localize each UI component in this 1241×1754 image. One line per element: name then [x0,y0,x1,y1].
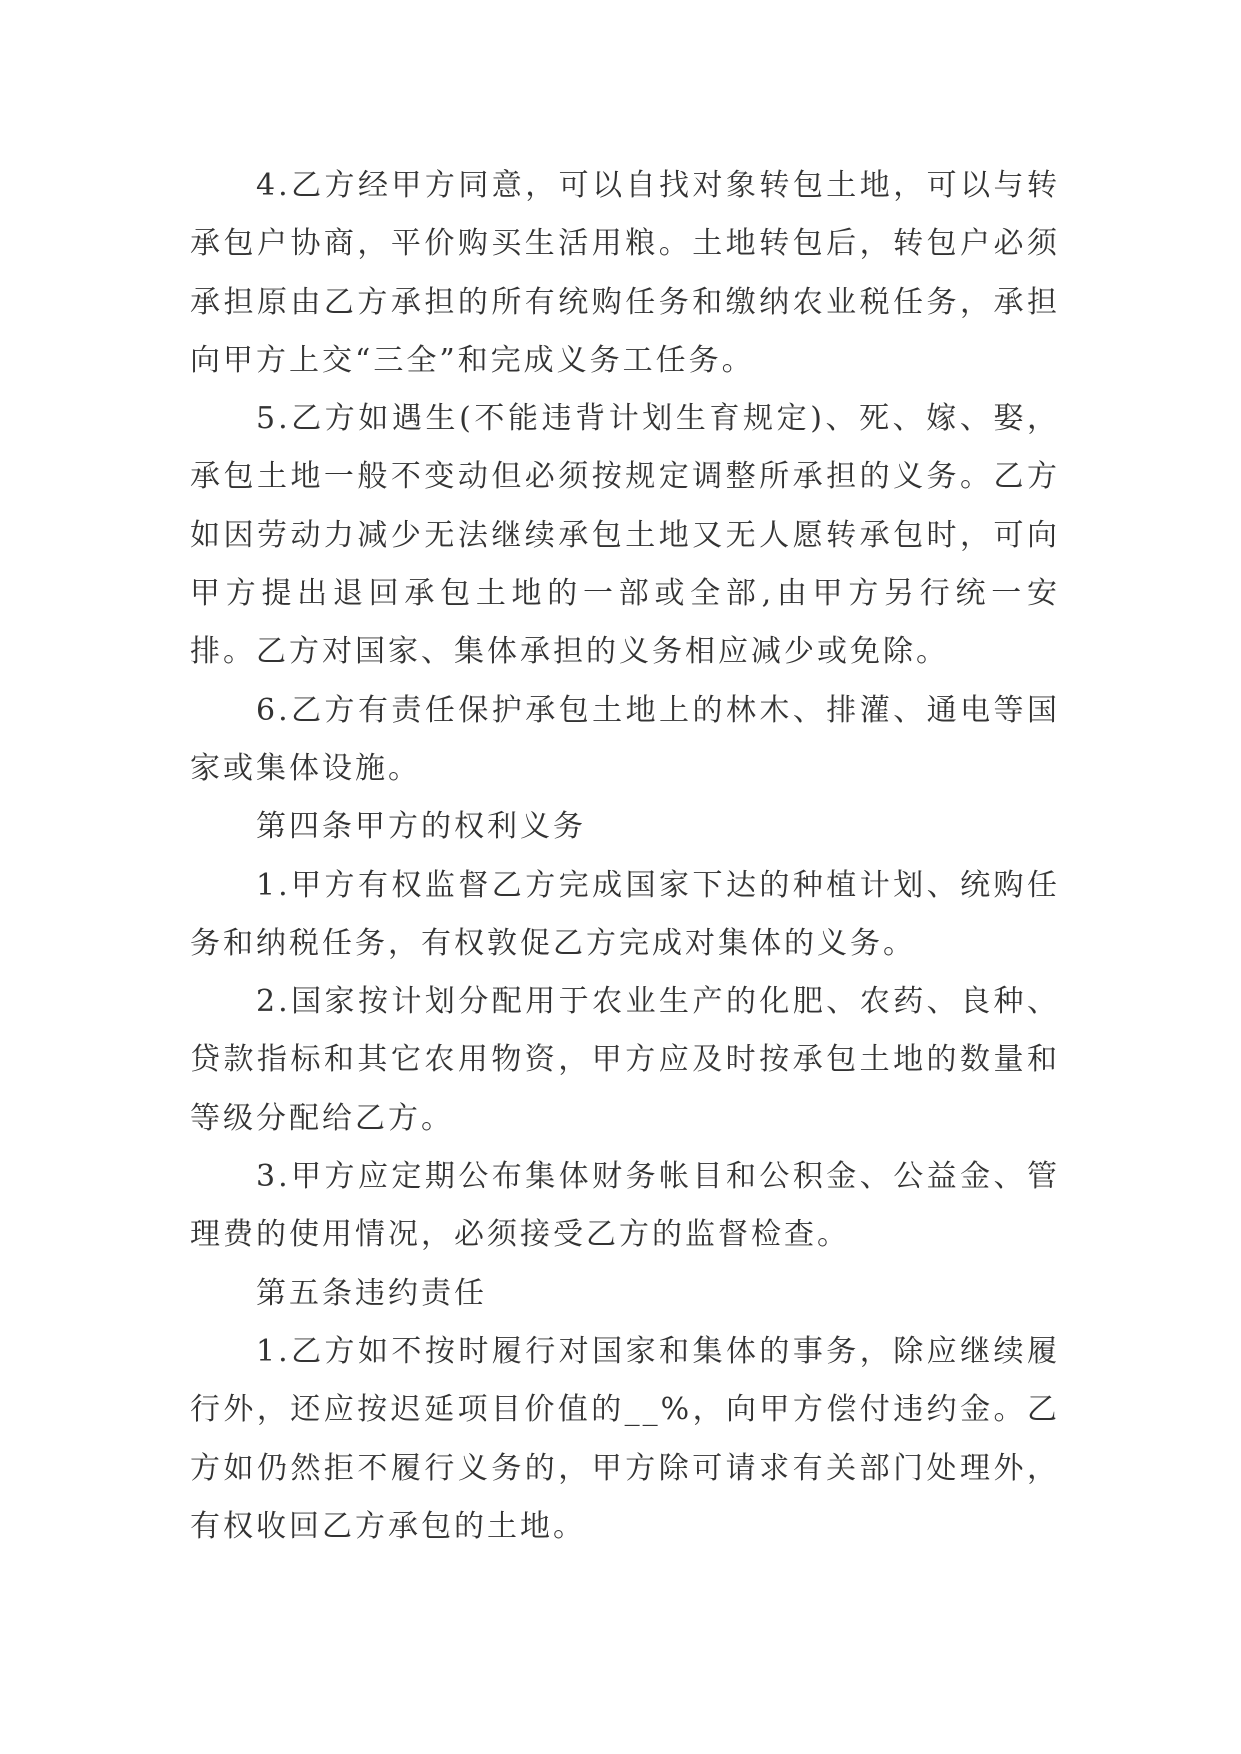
clause-paragraph: 1.乙方如不按时履行对国家和集体的事务，除应继续履行外，还应按迟延项目价值的__%，向甲方偿付违约金。乙方如仍然拒不履行义务的，甲方除可请求有关部门处理外，有权收回乙方承包的土地。 [190,1333,1060,1544]
clause-paragraph: 5.乙方如遇生(不能违背计划生育规定)、死、嫁、娶，承包土地一般不变动但必须按规定调整所承担的义务。乙方如因劳动力减少无法继续承包土地又无人愿转承包时，可向甲方提出退回承包土地的一部或全部,由甲方另行统一安排。乙方对国家、集体承担的义务相应减少或免除。 [190,401,1060,670]
section-heading: 第四条甲方的权利义务 [256,809,586,845]
clause-paragraph: 6.乙方有责任保护承包土地上的林木、排灌、通电等国家或集体设施。 [190,692,1060,786]
clause-paragraph: 4.乙方经甲方同意，可以自找对象转包土地，可以与转承包户协商，平价购买生活用粮。土地转包后，转包户必须承担原由乙方承担的所有统购任务和缴纳农业税任务，承担向甲方上交“三全”和完成义务工任务。 [190,168,1060,378]
clause-paragraph: 2.国家按计划分配用于农业生产的化肥、农药、良种、贷款指标和其它农用物资，甲方应及时按承包土地的数量和等级分配给乙方。 [190,984,1060,1136]
document-body [190,157,1060,1556]
clause-paragraph: 1.甲方有权监督乙方完成国家下达的种植计划、统购任务和纳税任务，有权敦促乙方完成对集体的义务。 [190,867,1060,961]
clause-paragraph: 3.甲方应定期公布集体财务帐目和公积金、公益金、管理费的使用情况，必须接受乙方的监督检查。 [190,1159,1060,1253]
section-heading: 第五条违约责任 [256,1275,487,1311]
